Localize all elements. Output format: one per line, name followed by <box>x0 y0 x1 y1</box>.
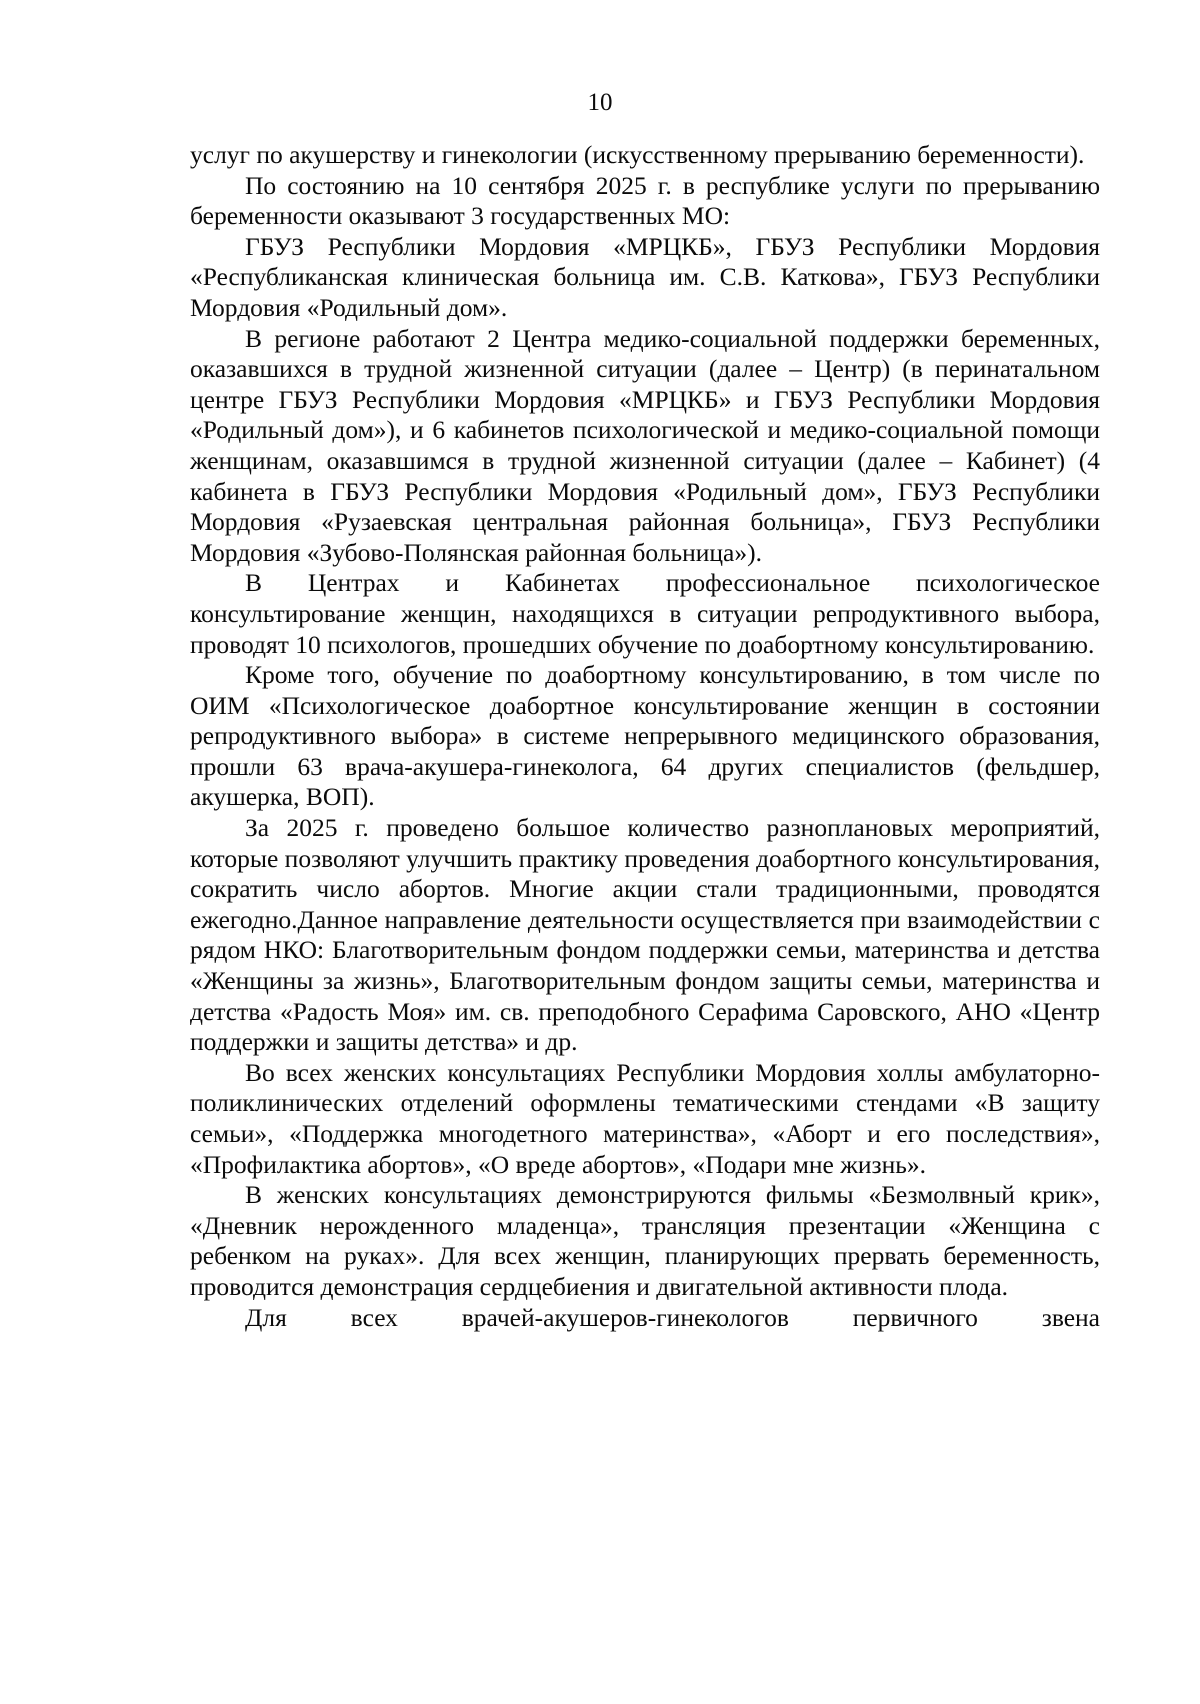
document-body <box>190 140 1100 1333</box>
paragraph-psychologists: В Центрах и Кабинетах профессиональное психологическое консультирование женщин, находящихся в ситуации репродуктивного выбора, проводят 10 психологов, прошедших обучение по доабортному консультированию. <box>190 568 1100 659</box>
paragraph-events: За 2025 г. проведено большое количество разноплановых мероприятий, которые позволяют улучшить практику проведения доабортного консультирования, сократить число абортов. Многие акции стали традиционными, проводятся ежегодно.Данное направление деятельности осуществляется при взаимодействии с рядом НКО: Благотворительным фондом поддержки семьи, материнства и детства «Женщины за жизнь», Благотворительным фондом защиты семьи, материнства и детства «Радость Моя» им. св. преподобного Серафима Саровского, АНО «Центр поддержки и защиты детства» и др. <box>190 813 1100 1057</box>
paragraph-medical-organizations: ГБУЗ Республики Мордовия «МРЦКБ», ГБУЗ Республики Мордовия «Республиканская клиническая больница им. С.В. Каткова», ГБУЗ Республики Мордовия «Родильный дом». <box>190 231 1100 322</box>
paragraph-continuation: услуг по акушерству и гинекологии (искусственному прерыванию беременности). <box>190 140 1085 169</box>
paragraph-obstetricians: Для всех врачей-акушеров-гинекологов первичного звена <box>245 1302 1100 1332</box>
paragraph-status-date: По состоянию на 10 сентября 2025 г. в республике услуги по прерыванию беременности оказывают 3 государственных МО: <box>190 170 1100 231</box>
page-number: 10 <box>587 89 613 116</box>
paragraph-films: В женских консультациях демонстрируются фильмы «Безмолвный крик», «Дневник нерожденного младенца», трансляция презентации «Женщина с ребенком на руках». Для всех женщин, планирующих прервать беременность, проводится демонстрация сердцебиения и двигательной активности плода. <box>190 1180 1100 1301</box>
paragraph-support-centers: В регионе работают 2 Центра медико-социальной поддержки беременных, оказавшихся в трудной жизненной ситуации (далее – Центр) (в перинатальном центре ГБУЗ Республики Мордовия «МРЦКБ» и ГБУЗ Республики Мордовия «Родильный дом»), и 6 кабинетов психологической и медико-социальной помощи женщинам, оказавшимся в трудной жизненной ситуации (далее – Кабинет) (4 кабинета в ГБУЗ Республики Мордовия «Родильный дом», ГБУЗ Республики Мордовия «Рузаевская центральная районная больница», ГБУЗ Республики Мордовия «Зубово-Полянская районная больница»). <box>190 323 1100 567</box>
paragraph-stands: Во всех женских консультациях Республики Мордовия холлы амбулаторно-поликлинических отделений оформлены тематическими стендами «В защиту семьи», «Поддержка многодетного материнства», «Аборт и его последствия», «Профилактика абортов», «О вреде абортов», «Подари мне жизнь». <box>190 1057 1100 1179</box>
paragraph-training: Кроме того, обучение по доабортному консультированию, в том числе по ОИМ «Психологическое доабортное консультирование женщин в состоянии репродуктивного выбора» в системе непрерывного медицинского образования, прошли 63 врача-акушера-гинеколога, 64 других специалистов (фельдшер, акушерка, ВОП). <box>190 660 1100 812</box>
